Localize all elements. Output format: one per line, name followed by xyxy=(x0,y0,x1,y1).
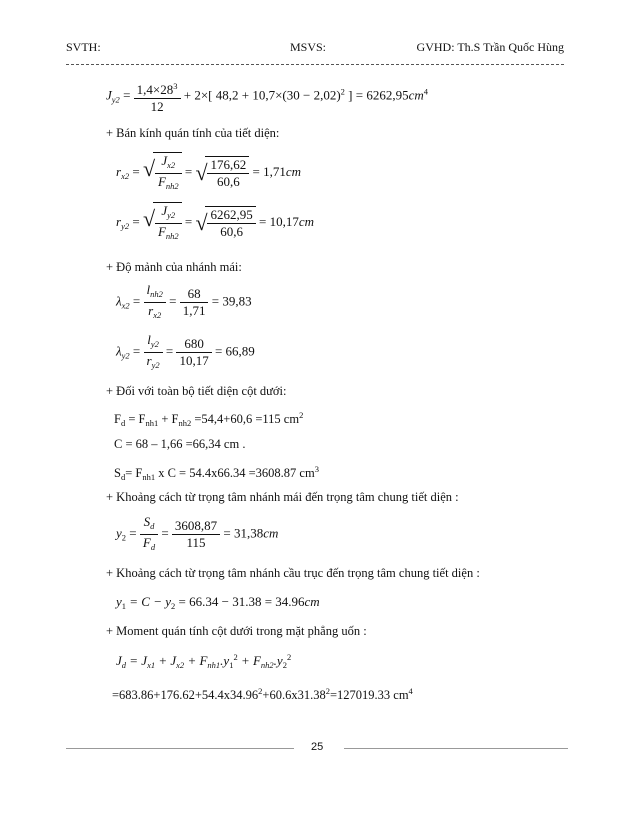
header-left: SVTH: xyxy=(66,40,101,54)
heading-radius: + Bán kính quán tính của tiết diện: xyxy=(106,126,280,140)
page-number: 25 xyxy=(311,741,324,753)
heading-slenderness: + Độ mảnh của nhánh mái: xyxy=(106,260,242,274)
line-sd: $S_d= F_{nh1}$ x C = 54.4x66.34 =3608.87 $cm^3$ xyxy=(114,464,319,482)
footer-line-left xyxy=(66,748,294,749)
header-center: MSVS: xyxy=(290,40,327,54)
equation-lambda-y2: $\lambda_{y2}$ = $\frac{l_{y2}}{r_{y2}}$ = $\frac{680}{10,17}$ = 66,89 xyxy=(116,332,255,370)
equation-y1: $y_1 = C - y_2 = 66.34 - 31.38 = 34.96cm$ xyxy=(116,594,320,611)
line-moment-result: $=683.86+176.62+54.4x34.96^2+60.6x31.38^2=127019.33$ $cm^4$ xyxy=(112,686,413,702)
heading-moment: + Moment quán tính cột dưới trong mặt phẳng uốn : xyxy=(106,624,367,638)
heading-full-section: + Đối với toàn bộ tiết diện cột dưới: xyxy=(106,384,287,398)
fraction: $\frac{1,4\times 28^3}{12}$ xyxy=(134,78,181,115)
equation-rx2: $r_{x2}$ = √ $\frac{J_{x2}}{F_{nh2}}$ = √ $\frac{176,62}{60,6}$ = 1,71cm xyxy=(116,152,301,194)
equation-ry2: $r_{y2}$ = √ $\frac{J_{y2}}{F_{nh2}}$ = √ $\frac{6262,95}{60,6}$ = 10,17cm xyxy=(116,202,314,244)
equation-jy2: $J_{y2}$ = $\frac{1,4\times 28^3}{12}$ + 2×[ $48,2 + 10,7\times(30 - 2,02)^2$ ] = $6262,95cm^4$ xyxy=(106,78,428,115)
equation-y2: $y_2$ = $\frac{S_d}{F_d}$ = $\frac{3608,87}{115}$ = 31,38cm xyxy=(116,514,279,552)
header-right: GVHD: Th.S Trần Quốc Hùng xyxy=(416,40,564,54)
header-divider xyxy=(66,64,564,65)
heading-distance-roof: + Khoảng cách từ trọng tâm nhánh mái đến trọng tâm chung tiết diện : xyxy=(106,490,459,504)
equation-lambda-x2: $\lambda_{x2}$ = $\frac{l_{nh2}}{r_{x2}}$ = $\frac{68}{1,71}$ = 39,83 xyxy=(116,282,252,320)
equation-jd: $J_d = J_{x1} + J_{x2} + F_{nh1}.y_1^2 + F_{nh2}.y_2^2$ xyxy=(116,652,292,670)
line-fd: $F_d = F_{nh1} + F_{nh2} =54,4+60,6 =115$ $cm^2$ xyxy=(114,410,304,428)
line-c: C = 68 – 1,66 =66,34 cm . xyxy=(114,437,246,451)
footer-line-right xyxy=(344,748,568,749)
heading-distance-crane: + Khoảng cách từ trọng tâm nhánh cầu trục đến trọng tâm chung tiết diện : xyxy=(106,566,480,580)
